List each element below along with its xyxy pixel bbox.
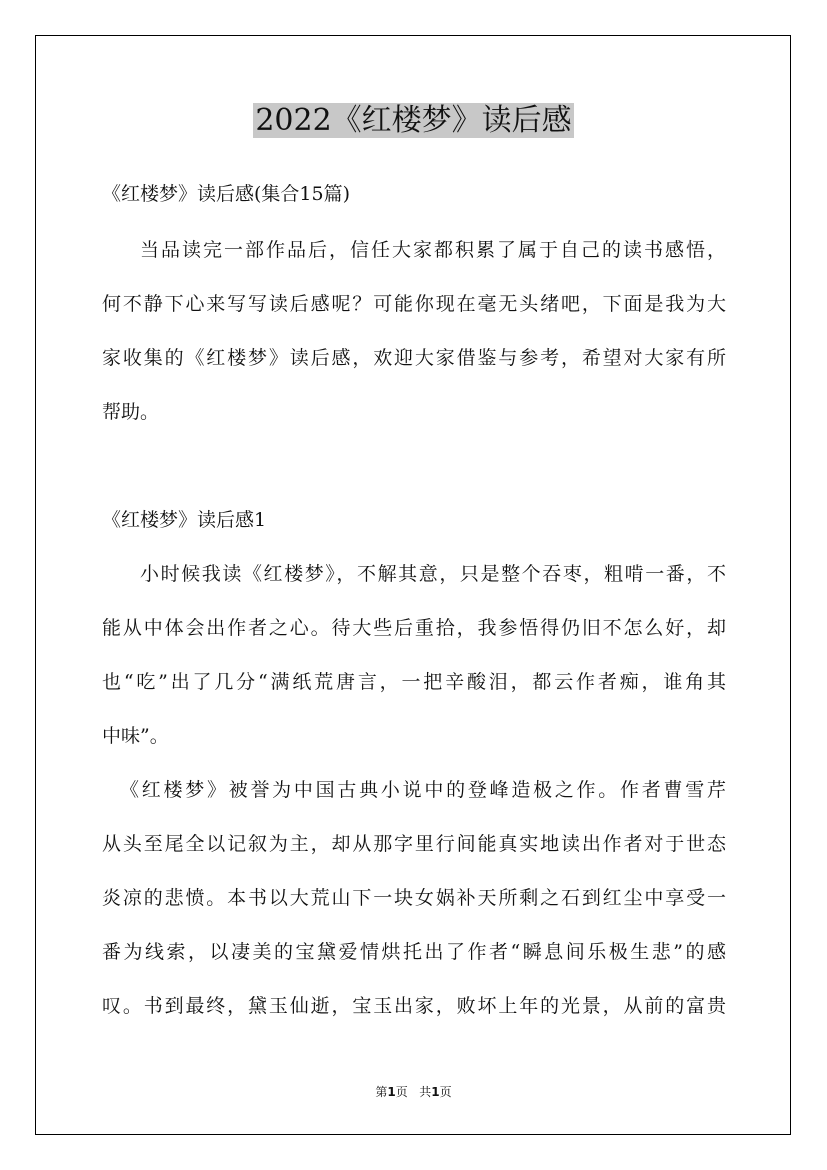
footer-total-suffix: 页 bbox=[439, 1085, 452, 1099]
footer-page-suffix: 页 bbox=[395, 1085, 408, 1099]
intro-line-3: 家收集的《红楼梦》读后感，欢迎大家借鉴与参考，希望对大家有所 bbox=[102, 347, 726, 369]
paragraph2-line-4: 番为线索，以凄美的宝黛爱情烘托出了作者“瞬息间乐极生悲”的感 bbox=[102, 941, 726, 963]
footer-page-number: 1 bbox=[387, 1085, 396, 1099]
page-footer bbox=[0, 1084, 827, 1100]
section-heading: 《红楼梦》读后感1 bbox=[102, 509, 267, 531]
paragraph1-line-3: 也“吃”出了几分“满纸荒唐言，一把辛酸泪，都云作者痴，谁角其 bbox=[102, 671, 726, 693]
paragraph2-line-5: 叹。书到最终，黛玉仙逝，宝玉出家，败坏上年的光景，从前的富贵 bbox=[102, 995, 726, 1017]
paragraph1-line-1: 小时候我读《红楼梦》，不解其意，只是整个吞枣，粗啃一番，不 bbox=[140, 563, 726, 585]
footer-total-number: 1 bbox=[431, 1085, 440, 1099]
document-title bbox=[0, 100, 827, 142]
footer-page-prefix: 第 bbox=[375, 1085, 388, 1099]
title-highlight: 2022《红楼梦》读后感 bbox=[255, 103, 572, 138]
intro-line-1: 当品读完一部作品后，信任大家都积累了属于自己的读书感悟， bbox=[140, 239, 726, 261]
intro-line-4: 帮助。 bbox=[102, 401, 160, 423]
paragraph2-line-1: 《红楼梦》被誉为中国古典小说中的登峰造极之作。作者曹雪芹 bbox=[120, 779, 726, 801]
footer-total-prefix: 共 bbox=[419, 1085, 432, 1099]
paragraph1-line-4: 中味”。 bbox=[102, 725, 169, 747]
intro-line-2: 何不静下心来写写读后感呢？可能你现在毫无头绪吧，下面是我为大 bbox=[102, 293, 726, 315]
paragraph1-line-2: 能从中体会出作者之心。待大些后重拾，我参悟得仍旧不怎么好，却 bbox=[102, 617, 726, 639]
paragraph2-line-3: 炎凉的悲愤。本书以大荒山下一块女娲补天所剩之石到红尘中享受一 bbox=[102, 887, 726, 909]
paragraph2-line-2: 从头至尾全以记叙为主，却从那字里行间能真实地读出作者对于世态 bbox=[102, 833, 726, 855]
document-subtitle: 《红楼梦》读后感(集合15篇) bbox=[102, 183, 351, 205]
